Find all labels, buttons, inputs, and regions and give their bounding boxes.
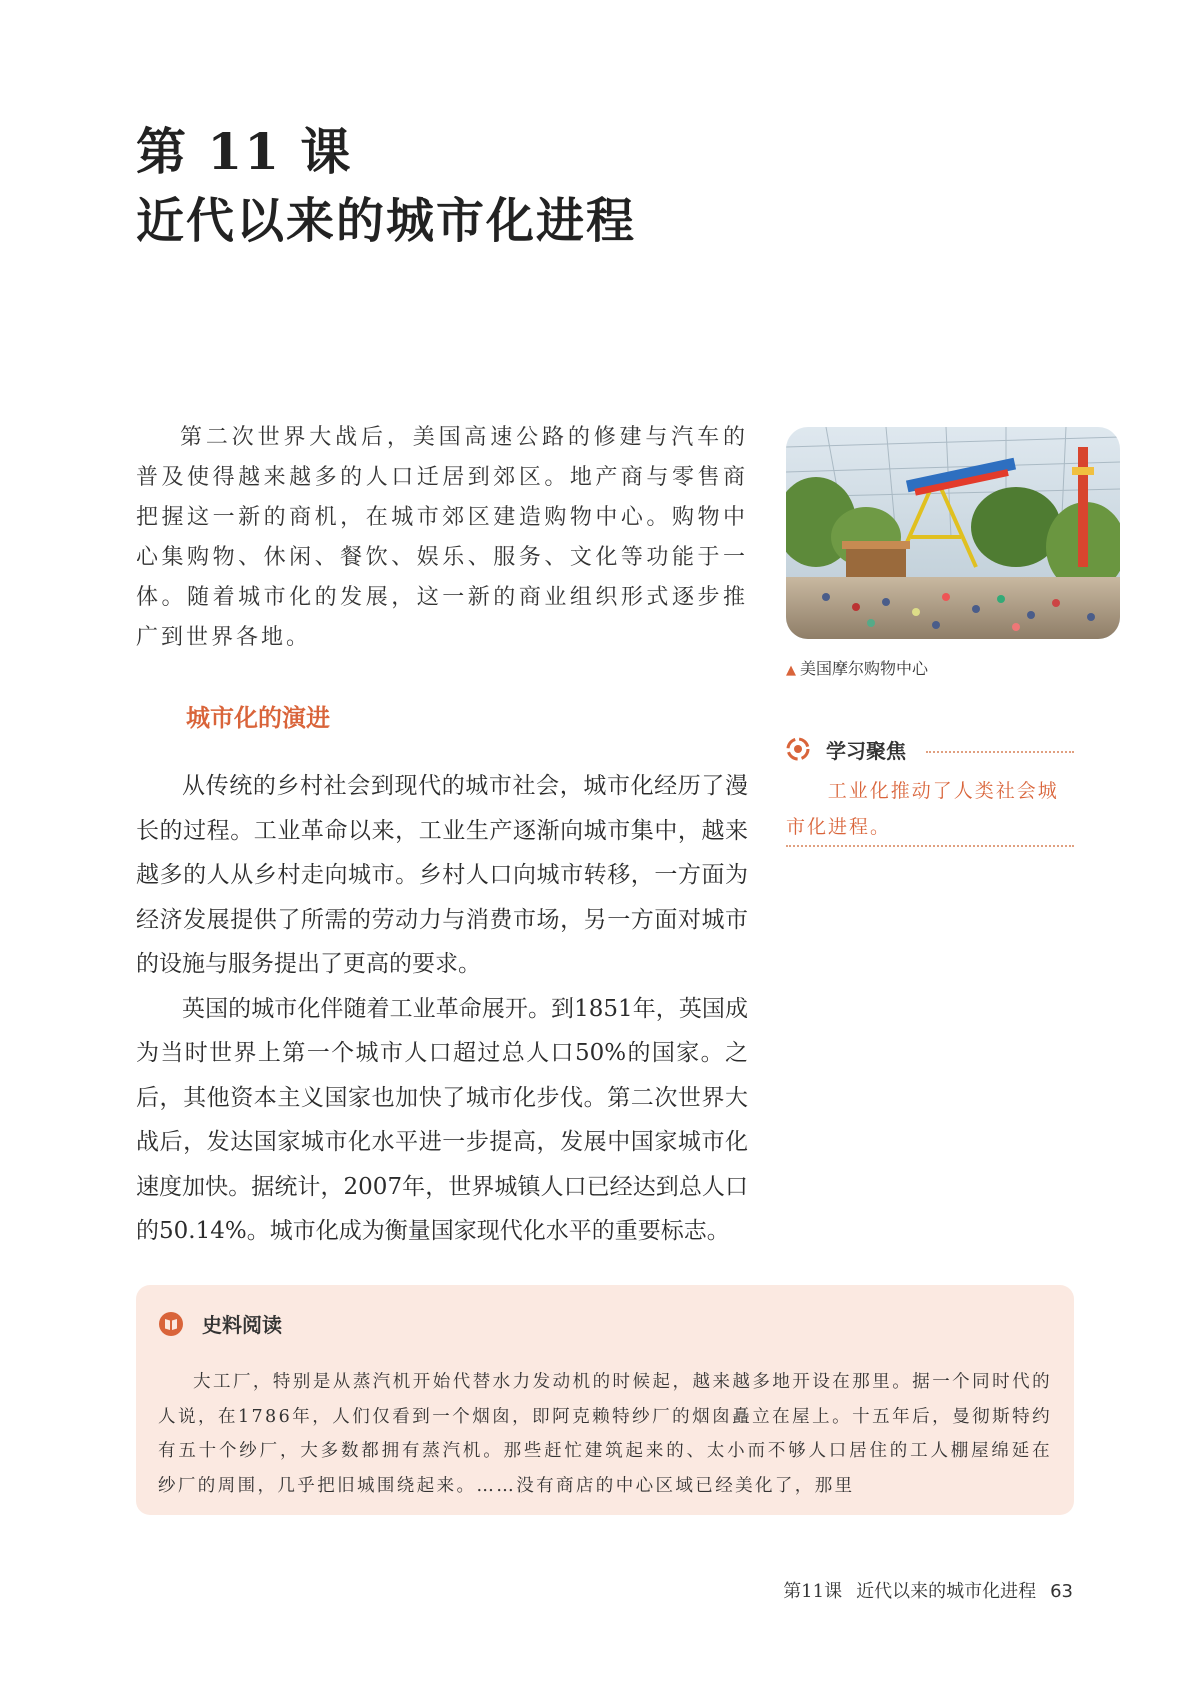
lesson-title: 近代以来的城市化进程	[136, 193, 637, 249]
target-icon	[786, 737, 810, 765]
body-paragraph-1: 从传统的乡村社会到现代的城市社会，城市化经历了漫长的过程。工业革命以来，工业生产逐渐向城市集中，越来越多的人从乡村走向城市。乡村人口向城市转移，一方面为经济发展提供了所需的劳动力与消费市场，另一方面对城市的设施与服务提出了更高的要求。	[136, 773, 748, 977]
footer-title: 近代以来的城市化进程	[856, 1581, 1037, 1602]
page-number: 63	[1050, 1581, 1073, 1602]
footer-lesson: 第11课	[783, 1581, 843, 1602]
lesson-number: 第 11 课	[136, 122, 353, 181]
source-reading-label: 史料阅读	[202, 1313, 282, 1337]
study-focus-label: 学习聚焦	[826, 739, 906, 763]
body-paragraph-2: 英国的城市化伴随着工业革命展开。到1851年，英国成为当时世界上第一个城市人口超过总人口50%的国家。之后，其他资本主义国家也加快了城市化步伐。第二次世界大战后，发达国家城市化水平进一步提高，发展中国家城市化速度加快。据统计，2007年，世界城镇人口已经达到总人口的50.14%。城市化成为衡量国家现代化水平的重要标志。	[136, 995, 748, 1244]
shopping-mall-photo	[786, 427, 1120, 639]
intro-paragraph: 第二次世界大战后，美国高速公路的修建与汽车的普及使得越来越多的人口迁居到郊区。地产商与零售商把握这一新的商机，在城市郊区建造购物中心。购物中心集购物、休闲、餐饮、娱乐、服务、文化等功能于一体。随着城市化的发展，这一新的商业组织形式逐步推广到世界各地。	[136, 425, 748, 650]
source-reading-panel	[136, 1285, 1074, 1515]
study-focus-text: 工业化推动了人类社会城市化进程。	[786, 780, 1059, 838]
source-reading-text: 大工厂，特别是从蒸汽机开始代替水力发动机的时候起，越来越多地开设在那里。据一个同时代的人说，在1786年，人们仅看到一个烟囱，即阿克赖特纱厂的烟囱矗立在屋上。十五年后，曼彻斯特约有五十个纱厂，大多数都拥有蒸汽机。那些赶忙建筑起来的、太小而不够人口居住的工人棚屋绵延在纱厂的周围，几乎把旧城围绕起来。……没有商店的中心区域已经美化了，那里	[158, 1372, 1052, 1496]
dotted-divider	[926, 751, 1074, 753]
photo-caption-text: 美国摩尔购物中心	[800, 659, 929, 678]
triangle-icon: ▲	[786, 663, 796, 678]
book-icon	[158, 1311, 184, 1341]
section-heading: 城市化的演进	[186, 704, 330, 732]
photo-caption	[786, 656, 928, 679]
section-body	[136, 764, 748, 1254]
study-focus-box	[786, 735, 1074, 847]
page-footer	[783, 1577, 1073, 1603]
study-focus-header	[786, 735, 1074, 763]
dotted-divider	[786, 845, 1074, 847]
